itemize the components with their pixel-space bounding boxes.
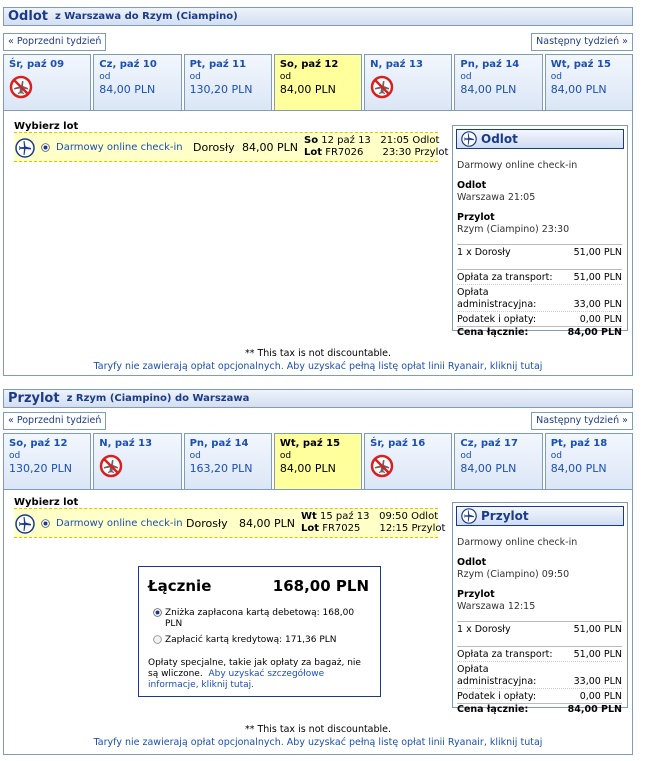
day-from-label: od <box>460 451 472 461</box>
inbound-next-week-button[interactable]: Następny tydzień » <box>531 412 633 430</box>
summary-total-label: Cena łącznie: <box>457 704 529 715</box>
summary-pax-price: 51,00 PLN <box>573 247 622 258</box>
inbound-week-nav <box>3 412 633 430</box>
summary-pax-label: 1 x Dorosły <box>457 624 511 635</box>
summary-pax-line <box>457 621 622 636</box>
day-name: Wt, paź 15 <box>279 438 341 449</box>
radio-icon[interactable] <box>153 608 162 617</box>
debit-card-option[interactable] <box>153 608 373 630</box>
summary-transport-line <box>457 646 622 661</box>
day-from-label: od <box>279 72 292 82</box>
summary-pax-line <box>457 244 622 259</box>
outbound-title: Odlot <box>8 9 48 24</box>
flight-lot-label: Lot <box>304 147 323 158</box>
flight-option-row[interactable] <box>14 132 449 162</box>
summary-tax-value: 0,00 PLN <box>579 314 622 325</box>
tax-note: ** This tax is not discountable. <box>244 724 392 735</box>
day-from-label: od <box>460 72 472 82</box>
day-name: N, paź 13 <box>370 59 423 70</box>
day-price: 163,20 PLN <box>189 462 253 475</box>
summary-tax-label: Podatek i opłaty: <box>457 691 537 702</box>
day-price: 84,00 PLN <box>99 83 156 96</box>
flight-arrival: 23:30 Przylot <box>382 147 449 158</box>
outbound-day-tab[interactable] <box>454 54 542 110</box>
choose-flight-label: Wybierz lot <box>14 121 79 132</box>
credit-card-option-label: Zapłacić kartą kredytową: 171,36 PLN <box>165 635 337 645</box>
outbound-header <box>3 7 633 26</box>
summary-tax-value: 0,00 PLN <box>579 691 622 702</box>
outbound-day-tab[interactable] <box>93 54 181 110</box>
summary-transport-label: Opłata za transport: <box>457 649 553 660</box>
no-flight-icon <box>99 454 123 478</box>
day-price: 84,00 PLN <box>279 462 336 475</box>
summary-departure-label: Odlot <box>457 557 487 568</box>
outbound-day-tab[interactable] <box>364 54 452 110</box>
summary-admin-value: 33,00 PLN <box>573 676 622 687</box>
outbound-day-tab[interactable] <box>3 54 91 110</box>
airplane-icon <box>461 508 477 524</box>
flight-price: 84,00 PLN <box>239 517 295 530</box>
outbound-day-tabs <box>3 54 633 110</box>
day-name: Śr, paź 09 <box>9 59 65 70</box>
grand-total-label: Łącznie <box>148 577 212 595</box>
summary-body <box>453 152 627 343</box>
inbound-day-tab[interactable] <box>3 433 91 489</box>
passenger-type: Dorosły <box>193 141 235 154</box>
day-name: So, paź 12 <box>279 59 339 70</box>
flight-day: So <box>304 135 319 146</box>
flight-lot-label: Lot <box>301 523 320 534</box>
summary-total-value: 84,00 PLN <box>567 327 622 338</box>
inbound-day-tab[interactable] <box>454 433 542 489</box>
fare-label: Darmowy online check-in <box>56 142 183 153</box>
summary-pax-price: 51,00 PLN <box>573 624 622 635</box>
extra-fees-info <box>148 658 373 691</box>
summary-admin-label: Opłata administracyjna: <box>457 287 537 310</box>
summary-arrival-value: Warszawa 12:15 <box>457 601 536 612</box>
day-name: Pn, paź 14 <box>460 59 520 70</box>
flight-date: 12 paź 13 <box>321 135 371 146</box>
grand-total-value: 168,00 PLN <box>272 577 369 595</box>
flight-day: Wt <box>301 511 317 522</box>
summary-departure-value: Rzym (Ciampino) 09:50 <box>457 569 570 580</box>
flight-departure: 09:50 Odlot <box>379 511 439 522</box>
day-from-label: od <box>550 451 562 461</box>
day-name: So, paź 12 <box>9 438 68 449</box>
day-price: 84,00 PLN <box>460 83 517 96</box>
day-from-label: od <box>189 451 201 461</box>
flight-number: FR7026 <box>325 147 364 158</box>
summary-header <box>456 129 624 149</box>
fare-label: Darmowy online check-in <box>56 518 183 529</box>
flight-price: 84,00 PLN <box>242 141 298 154</box>
passenger-type: Dorosły <box>186 517 228 530</box>
summary-title: Przylot <box>481 509 529 523</box>
outbound-day-tab[interactable] <box>184 54 272 110</box>
summary-total-label: Cena łącznie: <box>457 327 529 338</box>
tax-note: ** This tax is not discountable. <box>244 348 392 359</box>
day-price: 84,00 PLN <box>460 462 517 475</box>
airplane-icon <box>461 131 477 147</box>
summary-body <box>453 529 627 720</box>
summary-transport-value: 51,00 PLN <box>573 272 622 283</box>
summary-transport-value: 51,00 PLN <box>573 649 622 660</box>
no-flight-icon <box>370 454 394 478</box>
outbound-summary-box <box>452 125 628 338</box>
summary-tax-label: Podatek i opłaty: <box>457 314 537 325</box>
summary-title: Odlot <box>481 132 518 146</box>
summary-arrival-label: Przylot <box>457 589 495 600</box>
extra-fees-text: Opłaty specjalne, takie jak opłaty za bagaż, nie są wliczone. <box>148 658 361 679</box>
choose-flight-label: Wybierz lot <box>14 497 79 508</box>
flight-info <box>304 135 448 159</box>
radio-icon[interactable] <box>41 143 50 152</box>
day-name: Pt, paź 18 <box>550 438 608 449</box>
summary-fare: Darmowy online check-in <box>457 160 578 171</box>
day-price: 130,20 PLN <box>189 83 253 96</box>
inbound-header <box>3 389 633 408</box>
outbound-flight-panel <box>3 110 633 376</box>
radio-icon[interactable] <box>153 635 162 644</box>
radio-icon[interactable] <box>41 519 50 528</box>
summary-admin-line <box>457 661 622 688</box>
summary-admin-line <box>457 284 622 311</box>
summary-total-line <box>457 326 622 339</box>
summary-header <box>456 506 624 526</box>
no-flight-icon <box>9 75 33 99</box>
flight-departure: 21:05 Odlot <box>380 135 440 146</box>
flight-option-row[interactable] <box>14 508 446 538</box>
credit-card-option[interactable] <box>153 635 373 646</box>
summary-departure-value: Warszawa 21:05 <box>457 192 536 203</box>
inbound-route: z Rzym (Ciampino) do Warszawa <box>66 393 250 404</box>
outbound-route: z Warszawa do Rzym (Ciampino) <box>54 11 238 22</box>
outbound-notes <box>4 347 632 373</box>
day-name: Pt, paź 11 <box>189 59 247 70</box>
fees-info-link[interactable]: Taryfy nie zawierają opłat opcjonalnych. Aby uzyskać pełną listę opłat linii Ryanair, kliknij tutaj <box>93 737 543 748</box>
day-from-label: od <box>550 72 562 82</box>
inbound-notes <box>4 723 632 749</box>
flight-info <box>301 511 445 535</box>
day-from-label: od <box>99 72 111 82</box>
day-from-label: od <box>189 72 201 82</box>
day-name: Śr, paź 16 <box>370 438 426 449</box>
grand-total-box <box>138 566 381 697</box>
summary-departure-label: Odlot <box>457 180 487 191</box>
outbound-section <box>3 7 633 376</box>
day-from-label: od <box>279 451 292 461</box>
summary-pax-label: 1 x Dorosły <box>457 247 511 258</box>
inbound-prev-week-button[interactable]: « Poprzedni tydzień <box>3 412 106 430</box>
summary-fare: Darmowy online check-in <box>457 537 578 548</box>
inbound-day-tab-selected[interactable] <box>274 433 362 489</box>
day-price: 84,00 PLN <box>279 83 336 96</box>
day-name: Cz, paź 17 <box>460 438 518 449</box>
day-name: N, paź 13 <box>99 438 153 449</box>
inbound-day-tab[interactable] <box>93 433 181 489</box>
inbound-title: Przylot <box>8 391 60 406</box>
outbound-next-week-button[interactable]: Następny tydzień » <box>531 33 633 51</box>
extra-fees-link[interactable]: Aby uzyskać szczegółowe informacje, kliknij tutaj. <box>148 669 325 690</box>
inbound-day-tab[interactable] <box>184 433 272 489</box>
inbound-day-tabs <box>3 433 633 489</box>
inbound-day-tab[interactable] <box>545 433 633 489</box>
flight-arrival: 12:15 Przylot <box>379 523 446 534</box>
airplane-icon <box>15 138 35 158</box>
summary-arrival-label: Przylot <box>457 212 495 223</box>
outbound-day-tab-selected[interactable] <box>274 54 362 110</box>
day-name: Pn, paź 14 <box>189 438 249 449</box>
outbound-prev-week-button[interactable]: « Poprzedni tydzień <box>3 33 106 51</box>
summary-transport-label: Opłata za transport: <box>457 272 553 283</box>
outbound-day-tab[interactable] <box>545 54 633 110</box>
summary-transport-line <box>457 269 622 284</box>
summary-total-value: 84,00 PLN <box>567 704 622 715</box>
day-from-label: od <box>9 451 21 461</box>
outbound-week-nav <box>3 33 633 51</box>
no-flight-icon <box>370 75 394 99</box>
day-price: 130,20 PLN <box>9 462 72 475</box>
inbound-day-tab[interactable] <box>364 433 452 489</box>
summary-total-line <box>457 703 622 716</box>
debit-card-option-label: Zniżka zapłacona kartą debetową: 168,00 PLN <box>165 608 355 629</box>
summary-admin-value: 33,00 PLN <box>573 299 622 310</box>
summary-admin-label: Opłata administracyjna: <box>457 664 537 687</box>
day-price: 84,00 PLN <box>550 83 607 96</box>
summary-arrival-value: Rzym (Ciampino) 23:30 <box>457 224 570 235</box>
summary-tax-line <box>457 688 622 703</box>
day-name: Cz, paź 10 <box>99 59 157 70</box>
flight-date: 15 paź 13 <box>320 511 370 522</box>
day-price: 84,00 PLN <box>550 462 607 475</box>
flight-number: FR7025 <box>322 523 361 534</box>
airplane-icon <box>15 514 35 534</box>
inbound-summary-box <box>452 502 628 715</box>
fees-info-link[interactable]: Taryfy nie zawierają opłat opcjonalnych. Aby uzyskać pełną listę opłat linii Ryanair, kliknij tutaj <box>93 361 543 372</box>
summary-tax-line <box>457 311 622 326</box>
day-name: Wt, paź 15 <box>550 59 611 70</box>
